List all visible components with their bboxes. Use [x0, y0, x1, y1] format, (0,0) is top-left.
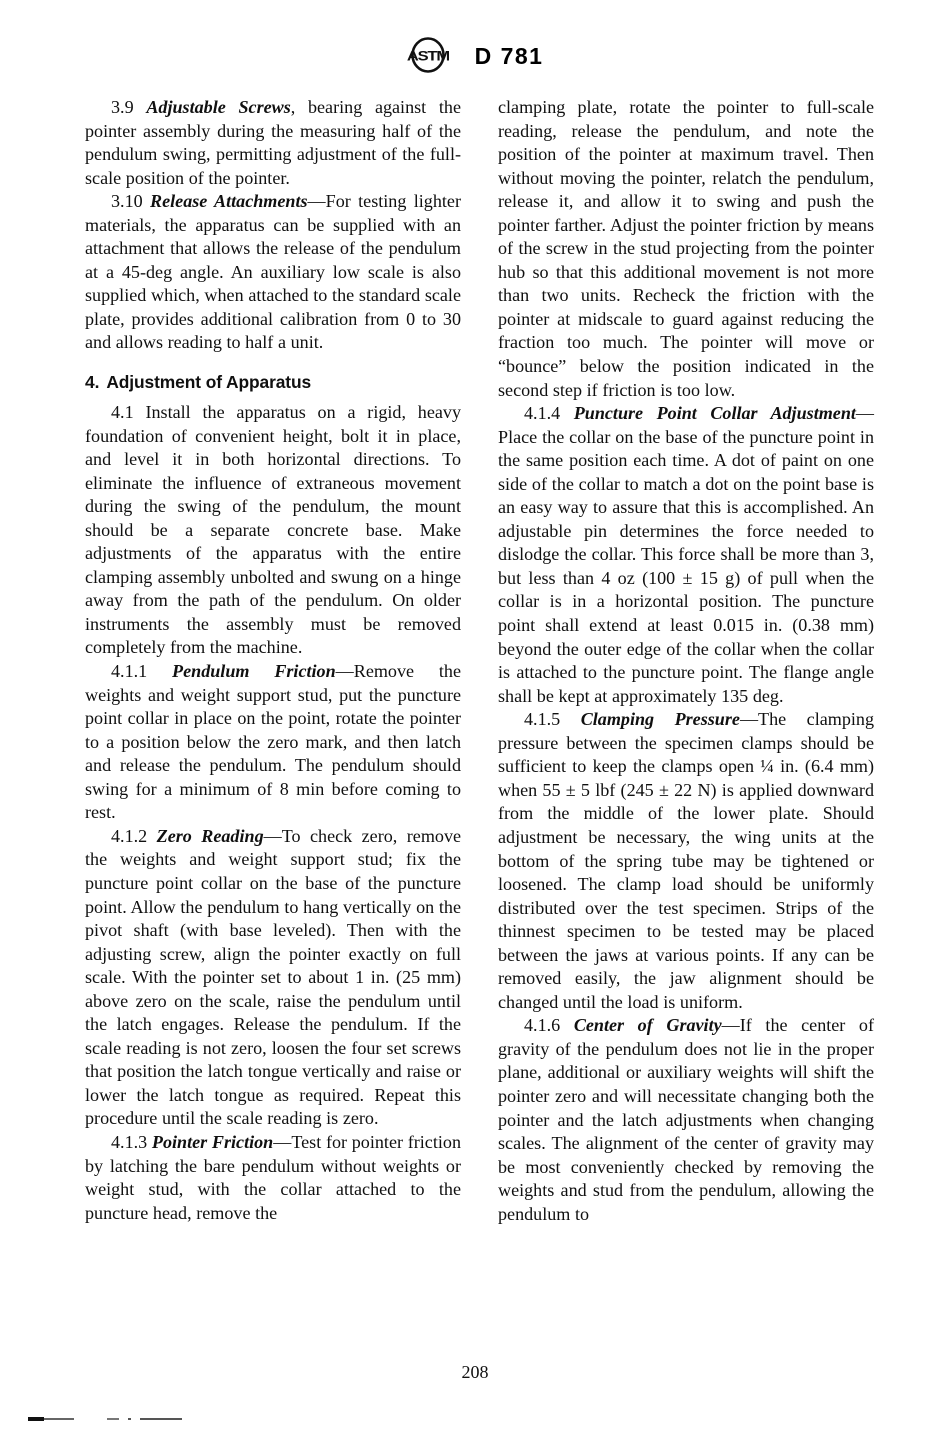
paragraph	[498, 402, 874, 708]
paragraph-text: For testing lighter materials, the apparatus can be supplied with an attachment that allows the release of the pendulum at a 45-deg angle. An auxiliary low scale is also supplied which, when attached to the standard scale plate, provides additional calibration from 0 to 30 and allows reading to half a unit.	[85, 191, 461, 353]
astm-logo-icon	[407, 34, 449, 76]
paragraph-text: Install the apparatus on a rigid, heavy foundation of convenient height, bolt it in place, and level it in both horizontal directions. To eliminate the influence of extraneous movement during the swing of the pendulum, the mount should be a separate concrete base. Make adjustments of the apparatus with the entire clamping assembly unbolted and swung on a hinge away from the path of the pendulum. On older instruments the assembly must be removed completely from the machine.	[85, 402, 462, 658]
svg-text:ASTM: ASTM	[406, 48, 449, 65]
right-column	[498, 96, 874, 1226]
paragraph-number: 3.9	[111, 97, 134, 117]
page-number: 208	[461, 1362, 489, 1382]
term-separator: —	[307, 191, 326, 212]
paragraph-text: If the center of gravity of the pendulum does not lie in the proper plane, additional or auxiliary weights will shift the pointer zero and will necessitate changing both the pointer and the latch adjustments when changing scales. The alignment of the center of gravity may be most conveniently checked by removing the weights and stud from the pendulum, allowing the pendulum to	[498, 1015, 875, 1224]
paragraph-number: 4.1.3	[111, 1131, 148, 1152]
scan-edge-artifact	[0, 1412, 200, 1426]
section-number: 4.	[85, 372, 100, 393]
paragraph-text: Place the collar on the base of the puncture point in the same position each time. A dot of paint on one side of the collar to match a dot on the point base is an easy way to assure that this is accomplished. An adjustable pin determines the force needed to dislodge the collar. This force shall be more than 3, but less than 4 oz (100 ± 15 g) of pull when the collar is in a horizontal position. The puncture point shall extend at least 0.015 in. (0.38 mm) beyond the outer edge of the collar when the collar is attached to the puncture point. The flange angle shall be kept at approximately 135 deg.	[498, 426, 874, 706]
left-column	[85, 96, 461, 1226]
paragraph-number: 4.1.6	[524, 1015, 561, 1036]
paragraph-text: Remove the weights and weight support stud, put the puncture point collar in place on the point, rotate the pointer to a position below the zero mark, and then latch and release the pendulum. The pendulum should swing for a minimum of 8 min before coming to rest.	[85, 661, 462, 823]
paragraph-text: bearing against the pointer assembly during the measuring half of the pendulum swing, permitting adjustment of the full-scale position of the pointer.	[85, 97, 462, 188]
defined-term: Zero Reading	[156, 825, 264, 846]
body-columns	[85, 96, 875, 1226]
page-header	[0, 30, 950, 80]
section-title: Adjustment of Apparatus	[106, 372, 312, 393]
defined-term: Pendulum Friction	[172, 661, 336, 682]
term-separator: —	[263, 825, 282, 846]
paragraph-text: The clamping pressure between the specimen clamps should be sufficient to keep the clamps open ¼ in. (6.4 mm) when 55 ± 5 lbf (245 ± 22 N) is applied downward from the middle of the lower plate. Should adjustment be necessary, the wing units at the bottom of the spring tube may be tightened or loosened. The clamp load should be uniformly distributed over the test specimen. Strips of the thinnest specimen to be tested may be placed between the jaws at various points. If any can be removed easily, the jaw alignment should be changed until the load is uniform.	[498, 709, 874, 1012]
paragraph	[85, 1131, 461, 1225]
term-separator: —	[273, 1131, 292, 1152]
section-heading	[85, 372, 461, 393]
defined-term: Puncture Point Collar Adjustment	[573, 403, 856, 424]
paragraph	[85, 825, 461, 1131]
paragraph	[498, 708, 874, 1014]
standard-designation: D 781	[474, 42, 544, 69]
paragraph-number: 4.1.1	[111, 661, 148, 682]
term-separator: ,	[290, 97, 308, 117]
term-separator: —	[335, 661, 354, 682]
defined-term: Clamping Pressure	[580, 709, 740, 730]
paragraph	[85, 401, 461, 660]
paragraph-text: clamping plate, rotate the pointer to full-scale reading, release the pendulum, and note the position of the pointer at maximum travel. Then without moving the pointer, relatch the pendulum, release it, and allow it to swing and push the pointer farther. Adjust the pointer friction by means of the screw in the stud projecting from the pointer hub so that this additional movement is not more than two units. Recheck the friction with the pointer at midscale to guard against reducing the fraction too much. The pointer will move or “bounce” below the position indicated in the second step if friction is too low.	[498, 97, 874, 400]
paragraph-number: 4.1.2	[111, 825, 148, 846]
term-separator: —	[739, 709, 759, 730]
paragraph	[498, 96, 874, 402]
paragraph	[85, 96, 461, 190]
defined-term: Pointer Friction	[151, 1131, 274, 1152]
defined-term: Center of Gravity	[573, 1015, 722, 1036]
paragraph-number: 4.1.4	[524, 403, 561, 424]
defined-term: Release Attachments	[150, 191, 308, 212]
paragraph-number: 4.1.5	[524, 709, 561, 730]
paragraph	[85, 190, 461, 355]
paragraph-number: 4.1	[111, 402, 134, 423]
paragraph-number: 3.10	[111, 191, 143, 212]
paragraph	[498, 1014, 874, 1226]
paragraph-text: Test for pointer friction by latching the bare pendulum without weights or weight stud, with the collar attached to the puncture head, remove the	[85, 1131, 461, 1223]
paragraph-text: To check zero, remove the weights and weight support stud; fix the puncture point collar on the base of the puncture point. Allow the pendulum to hang vertically on the pivot shaft (with base leveled). Then with the adjusting screw, align the pointer exactly on full scale. With the pointer set to about 1 in. (25 mm) above zero on the scale, raise the pendulum until the latch engages. Release the pendulum. If the scale reading is not zero, loosen the four set screws that position the latch tongue vertically and raise or lower the latch tongue as required. Repeat this procedure until the scale reading is zero.	[85, 825, 462, 1129]
defined-term: Adjustable Screws	[146, 97, 291, 117]
term-separator: —	[855, 403, 875, 424]
term-separator: —	[721, 1015, 740, 1036]
paragraph	[85, 660, 461, 825]
